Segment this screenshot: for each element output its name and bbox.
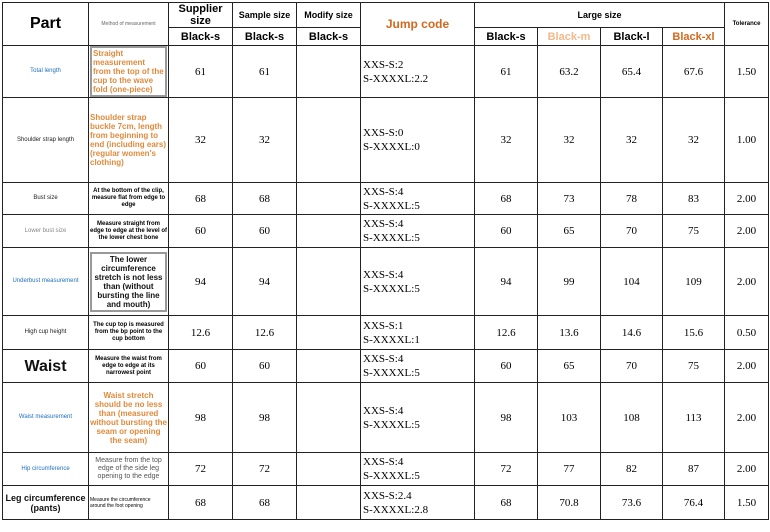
jump-code-cell <box>361 350 475 383</box>
jump-code-line: XXS-S:4 <box>363 456 404 468</box>
table-row <box>3 98 769 183</box>
size-l-value: 73.6 <box>601 486 663 520</box>
size-l-value: 104 <box>601 248 663 316</box>
table-row <box>3 350 769 383</box>
subheader-supplier: Black-s <box>169 28 233 46</box>
subheader-size-xl: Black-xl <box>663 28 725 46</box>
tolerance-value: 2.00 <box>725 215 769 248</box>
method-text: Straight measurement from the top of the cup to the wave fold (one-piece) <box>90 46 167 97</box>
sample-value: 94 <box>233 248 297 316</box>
size-spec-table <box>2 2 769 520</box>
method-text: At the bottom of the clip, measure flat from edge to edge <box>91 188 166 208</box>
size-s-value: 60 <box>475 215 538 248</box>
size-s-value: 98 <box>475 383 538 453</box>
size-m-value: 73 <box>538 183 601 215</box>
sample-value: 72 <box>233 453 297 486</box>
part-label: Leg circumference (pants) <box>3 486 89 520</box>
method-text: Shoulder strap buckle 7cm, length from beginning to end (including ears) (regular women's clothing) <box>90 113 167 167</box>
tolerance-value: 2.00 <box>725 248 769 316</box>
jump-code-cell <box>361 316 475 350</box>
jump-code-line: XXS-S:4 <box>363 268 404 281</box>
header-tolerance: Tolerance <box>725 3 769 46</box>
size-xl-value: 75 <box>663 215 725 248</box>
sample-value: 68 <box>233 183 297 215</box>
sample-value: 60 <box>233 215 297 248</box>
subheader-modify: Black-s <box>297 28 361 46</box>
jump-code-line: S-XXXXL:1 <box>363 333 420 346</box>
modify-value <box>297 486 361 520</box>
tolerance-value: 0.50 <box>725 316 769 350</box>
header-sample-size: Sample size <box>233 3 297 28</box>
size-xl-value: 32 <box>663 98 725 183</box>
size-m-value: 65 <box>538 350 601 383</box>
size-l-value: 70 <box>601 350 663 383</box>
method-text: Measure straight from edge to edge at the level of the lower chest bone <box>90 220 168 241</box>
jump-code-cell <box>361 248 475 316</box>
modify-value <box>297 350 361 383</box>
size-xl-value: 83 <box>663 183 725 215</box>
subheader-size-s: Black-s <box>475 28 538 46</box>
size-l-value: 65.4 <box>601 46 663 98</box>
modify-value <box>297 316 361 350</box>
supplier-value: 60 <box>169 215 233 248</box>
sample-value: 68 <box>233 486 297 520</box>
tolerance-value: 2.00 <box>725 383 769 453</box>
supplier-value: 68 <box>169 486 233 520</box>
supplier-value: 98 <box>169 383 233 453</box>
jump-code-line: S-XXXXL:0 <box>363 141 420 153</box>
size-xl-value: 113 <box>663 383 725 453</box>
size-s-value: 61 <box>475 46 538 98</box>
table-row <box>3 215 769 248</box>
supplier-value: 61 <box>169 46 233 98</box>
size-xl-value: 15.6 <box>663 316 725 350</box>
jump-code-line: XXS-S:2 <box>363 58 404 71</box>
size-m-value: 13.6 <box>538 316 601 350</box>
jump-code-line: XXS-S:4 <box>363 218 404 230</box>
table-row <box>3 183 769 215</box>
supplier-value: 12.6 <box>169 316 233 350</box>
subheader-size-l: Black-l <box>601 28 663 46</box>
subheader-sample: Black-s <box>233 28 297 46</box>
tolerance-value: 1.00 <box>725 98 769 183</box>
size-xl-value: 87 <box>663 453 725 486</box>
part-label: Hip circumference <box>3 453 89 486</box>
size-m-value: 32 <box>538 98 601 183</box>
supplier-value: 60 <box>169 350 233 383</box>
table-row <box>3 46 769 98</box>
jump-code-line: S-XXXXL:5 <box>363 418 420 431</box>
jump-code-cell <box>361 383 475 453</box>
part-label: Shoulder strap length <box>3 98 89 183</box>
size-s-value: 94 <box>475 248 538 316</box>
modify-value <box>297 183 361 215</box>
method-text: Measure from the top edge of the side leg opening to the edge <box>95 457 162 480</box>
supplier-value: 72 <box>169 453 233 486</box>
modify-value <box>297 383 361 453</box>
part-label: Underbust measurement <box>3 248 89 316</box>
jump-code-cell <box>361 453 475 486</box>
jump-code-line: S-XXXXL:2.8 <box>363 503 429 516</box>
supplier-value: 94 <box>169 248 233 316</box>
part-label: High cup height <box>3 316 89 350</box>
method-text: The lower circumference stretch is not less than (without bursting the line and mouth) <box>90 252 167 312</box>
tolerance-value: 2.00 <box>725 453 769 486</box>
supplier-value: 32 <box>169 98 233 183</box>
size-s-value: 68 <box>475 486 538 520</box>
tolerance-value: 1.50 <box>725 486 769 520</box>
method-text: Measure the circumference around the foot opening <box>90 496 151 509</box>
header-jump-code: Jump code <box>361 3 475 46</box>
table-row <box>3 383 769 453</box>
jump-code-line: S-XXXXL:5 <box>363 470 420 482</box>
jump-code-line: XXS-S:2.4 <box>363 489 412 502</box>
header-large-size: Large size <box>475 3 725 28</box>
jump-code-cell <box>361 486 475 520</box>
size-xl-value: 75 <box>663 350 725 383</box>
sample-value: 12.6 <box>233 316 297 350</box>
table-row <box>3 453 769 486</box>
size-xl-value: 109 <box>663 248 725 316</box>
header-method: Method of measurement <box>89 3 169 46</box>
jump-code-line: S-XXXXL:5 <box>363 232 420 244</box>
subheader-size-m: Black-m <box>538 28 601 46</box>
jump-code-line: XXS-S:0 <box>363 127 404 139</box>
size-l-value: 82 <box>601 453 663 486</box>
modify-value <box>297 46 361 98</box>
jump-code-cell <box>361 215 475 248</box>
part-label: Waist <box>3 350 89 383</box>
jump-code-cell <box>361 183 475 215</box>
size-s-value: 32 <box>475 98 538 183</box>
jump-code-line: S-XXXXL:5 <box>363 282 420 295</box>
size-l-value: 78 <box>601 183 663 215</box>
header-part: Part <box>3 3 89 46</box>
tolerance-value: 2.00 <box>725 350 769 383</box>
table-row <box>3 316 769 350</box>
modify-value <box>297 453 361 486</box>
size-s-value: 72 <box>475 453 538 486</box>
size-m-value: 65 <box>538 215 601 248</box>
supplier-value: 68 <box>169 183 233 215</box>
size-s-value: 12.6 <box>475 316 538 350</box>
jump-code-line: S-XXXXL:5 <box>363 367 420 379</box>
jump-code-line: XXS-S:1 <box>363 319 404 332</box>
jump-code-line: XXS-S:4 <box>363 404 404 417</box>
tolerance-value: 1.50 <box>725 46 769 98</box>
method-text: The cup top is measured from the bp point to the cup bottom <box>93 322 164 342</box>
part-label: Total length <box>3 46 89 98</box>
size-l-value: 14.6 <box>601 316 663 350</box>
method-text: Waist stretch should be no less than (measured without bursting the seam or opening the seam) <box>90 390 167 445</box>
jump-code-line: XXS-S:4 <box>363 185 404 198</box>
size-m-value: 70.8 <box>538 486 601 520</box>
size-xl-value: 67.6 <box>663 46 725 98</box>
header-modify-size: Modify size <box>297 3 361 28</box>
size-s-value: 60 <box>475 350 538 383</box>
sample-value: 98 <box>233 383 297 453</box>
jump-code-line: XXS-S:4 <box>363 353 404 365</box>
jump-code-cell <box>361 98 475 183</box>
modify-value <box>297 215 361 248</box>
part-label: Bust size <box>3 183 89 215</box>
size-xl-value: 76.4 <box>663 486 725 520</box>
jump-code-line: S-XXXXL:2.2 <box>363 72 429 85</box>
size-m-value: 77 <box>538 453 601 486</box>
header-supplier-size: Supplier size <box>169 3 233 28</box>
tolerance-value: 2.00 <box>725 183 769 215</box>
size-l-value: 70 <box>601 215 663 248</box>
jump-code-cell <box>361 46 475 98</box>
modify-value <box>297 98 361 183</box>
part-label: Lower bust size <box>3 215 89 248</box>
size-m-value: 63.2 <box>538 46 601 98</box>
size-l-value: 108 <box>601 383 663 453</box>
size-s-value: 68 <box>475 183 538 215</box>
sample-value: 60 <box>233 350 297 383</box>
sample-value: 32 <box>233 98 297 183</box>
size-l-value: 32 <box>601 98 663 183</box>
size-m-value: 103 <box>538 383 601 453</box>
table-row <box>3 248 769 316</box>
sample-value: 61 <box>233 46 297 98</box>
part-label: Waist measurement <box>3 383 89 453</box>
method-text: Measure the waist from edge to edge at its narrowest point <box>95 355 162 376</box>
table-row <box>3 486 769 520</box>
modify-value <box>297 248 361 316</box>
jump-code-line: S-XXXXL:5 <box>363 199 420 212</box>
size-m-value: 99 <box>538 248 601 316</box>
